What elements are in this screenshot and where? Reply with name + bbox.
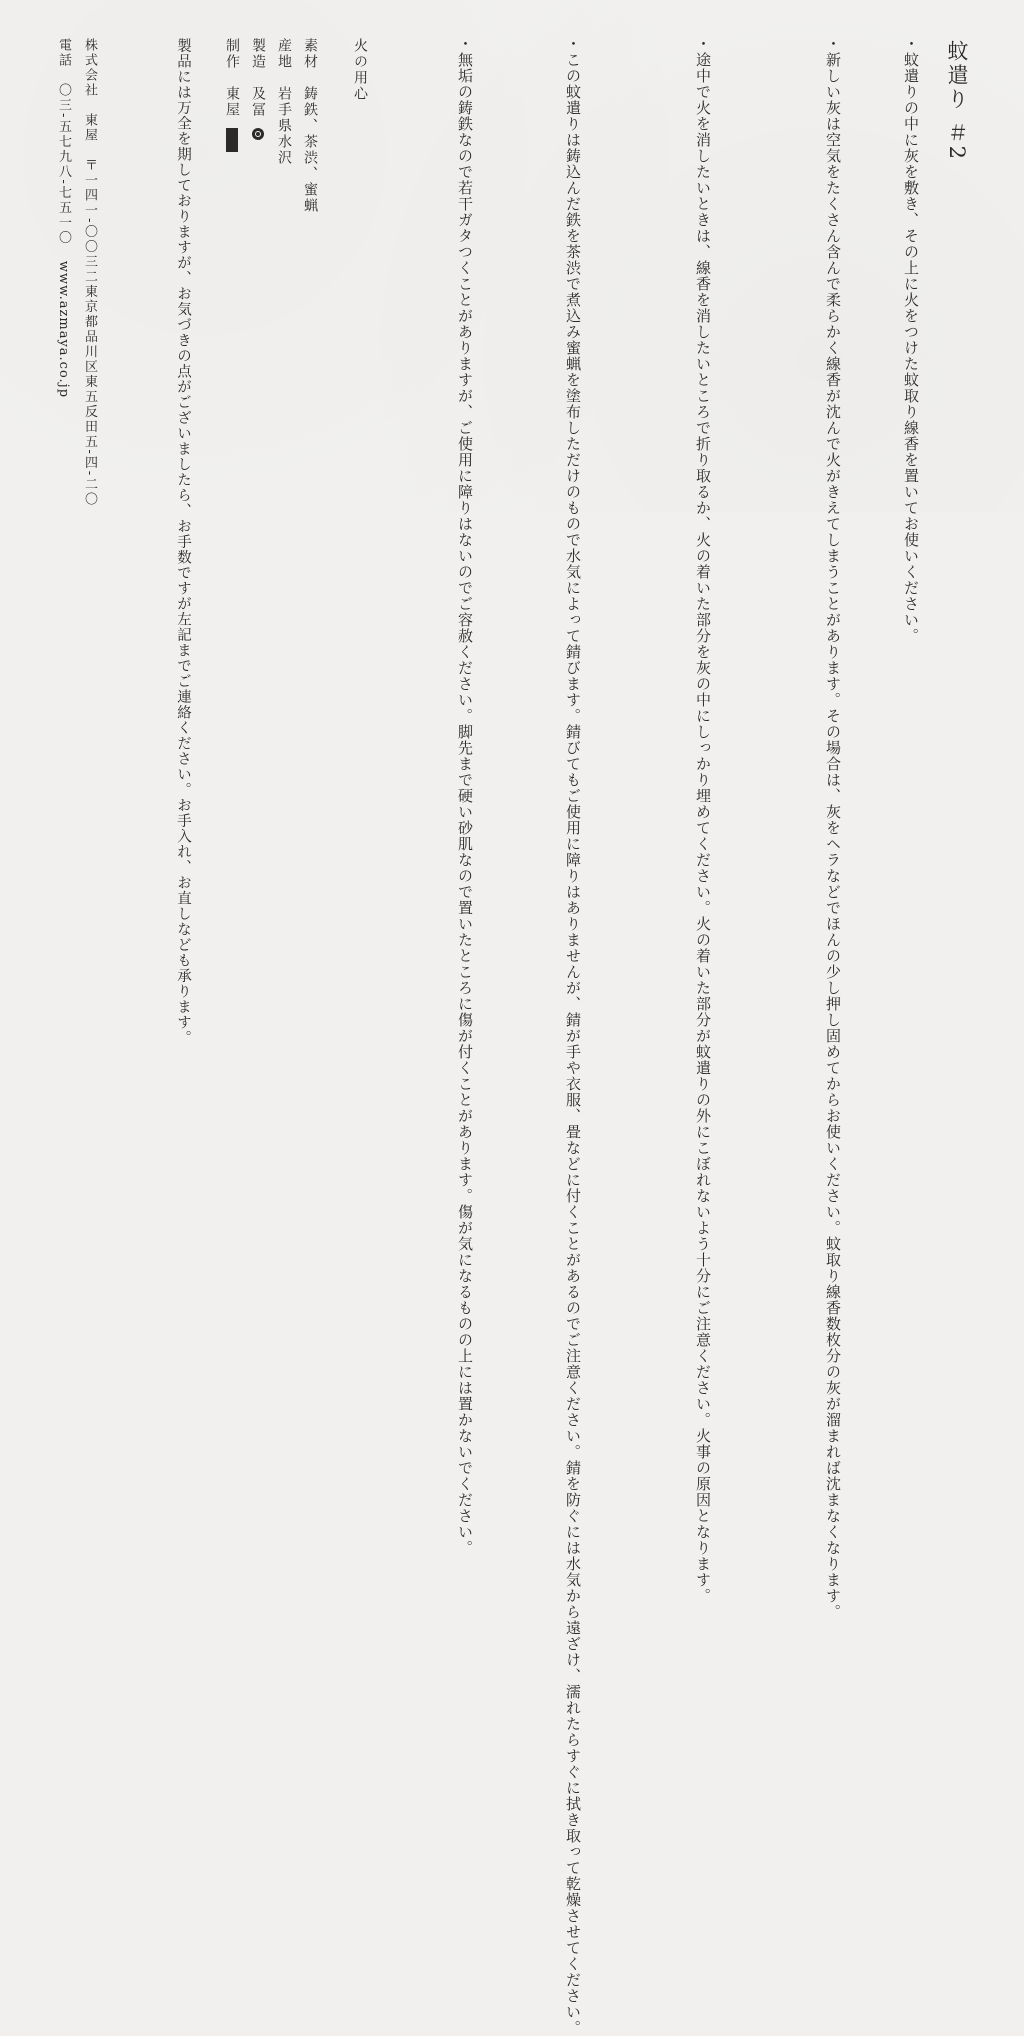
spec-material	[300, 38, 320, 214]
usage-paragraph-4: ・この蚊遣りは鋳込んだ鉄を茶渋で煮込み蜜蝋を塗布しただけのもので水気によって錆びます。錆びてもご使用に障りはありませんが、錆が手や衣服、畳などに付くことがあるのでご注意ください。錆を防ぐには水気から遠ざけ、濡れたらすぐに拭き取って乾燥させてください。	[564, 36, 582, 2036]
company-address: 〒一四一-〇〇三二東京都品川区東五反田五-四-二〇	[82, 158, 97, 508]
usage-paragraph-5: ・無垢の鋳鉄なので若干ガタつくことがありますが、ご使用に障りはないのでご容赦ください。脚先まで硬い砂肌なので置いたところに傷が付くことがあります。傷が気になるものの上には置かないでください。	[456, 36, 474, 1556]
company-label: 株式会社	[82, 38, 97, 98]
maker-crest-icon	[252, 128, 264, 140]
spec-origin-label: 産地	[276, 38, 292, 70]
usage-paragraph-1: ・蚊遣りの中に灰を敷き、その上に火をつけた蚊取り線香を置いてお使いください。	[902, 36, 920, 644]
spec-producer-value: 東屋	[224, 86, 240, 118]
contact-notice: 製品には万全を期しておりますが、お気づきの点がございましたら、お手数ですが左記までご連絡ください。お手入れ、お直しなども承ります。	[175, 38, 191, 1046]
spec-producer-label: 制作	[224, 38, 240, 70]
spec-origin-value: 岩手県水沢	[276, 86, 292, 166]
company-info	[80, 38, 99, 507]
company-name: 東屋	[82, 113, 97, 143]
spec-material-value: 鋳鉄、茶渋、蜜蝋	[302, 86, 318, 214]
page-title: 蚊遣り ＃2	[945, 40, 969, 163]
usage-paragraph-2: ・新しい灰は空気をたくさん含んで柔らかく線香が沈んで火がきえてしまうことがあります。その場合は、灰をヘラなどでほんの少し押し固めてからお使いください。蚊取り線香数枚分の灰が溜まれば沈まなくなります。	[824, 36, 842, 1620]
spec-maker-value: 及冨	[250, 86, 266, 118]
caution-heading: 火の用心	[352, 38, 368, 102]
spec-material-label: 素材	[302, 38, 318, 70]
spec-maker	[248, 38, 268, 140]
phone-info	[54, 38, 73, 398]
spec-maker-label: 製造	[250, 38, 266, 70]
usage-paragraph-3: ・途中で火を消したいときは、線香を消したいところで折り取るか、火の着いた部分を灰の中にしっかり埋めてください。火の着いた部分が蚊遣りの外にこぼれないよう十分にご注意ください。火事の原因となります。	[694, 36, 712, 1604]
phone-number: 〇三-五七九八-七五一〇	[56, 83, 71, 246]
website-url[interactable]: www.azmaya.co.jp	[56, 260, 71, 399]
phone-label: 電話	[56, 38, 71, 68]
spec-origin	[274, 38, 294, 166]
